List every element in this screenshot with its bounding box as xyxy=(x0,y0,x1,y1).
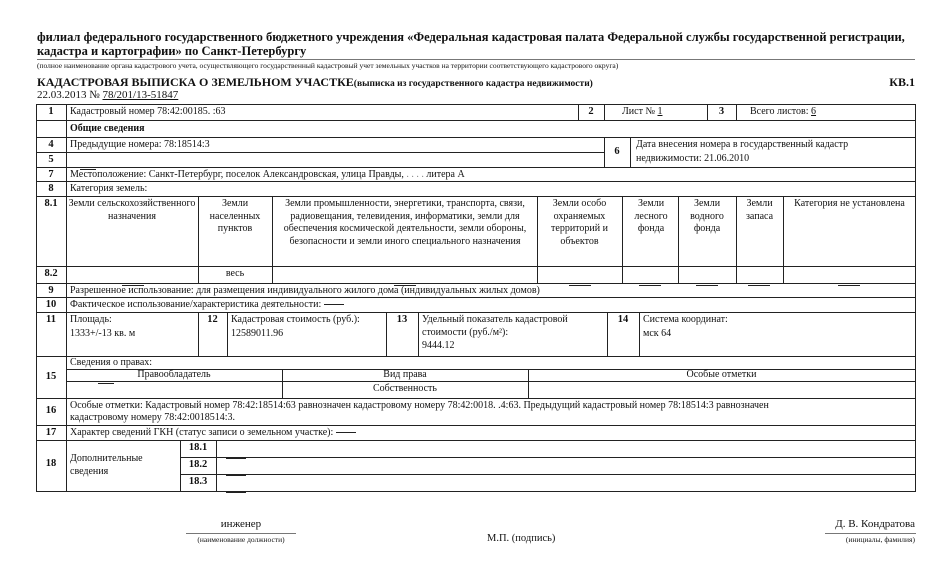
actual-use-label: Фактическое использование/характеристика деятельности: xyxy=(70,299,322,310)
additional-info-line1: Дополнительные xyxy=(70,453,143,464)
sheet-number xyxy=(622,106,662,117)
sheet-value: 1 xyxy=(657,106,663,117)
area-label: Площадь: xyxy=(70,314,112,325)
empty-dash xyxy=(98,374,114,392)
previous-numbers: Предыдущие номера: 78:18514:3 xyxy=(70,139,210,150)
land-category-reserve: Земли запаса xyxy=(745,198,774,222)
empty-dash xyxy=(226,449,246,467)
record-status-label: Характер сведений ГКН (статус записи о земельном участке): xyxy=(70,427,334,438)
coordinate-system-label: Система координат: xyxy=(643,314,728,325)
org-name-line2: кадастра и картографии» по Санкт-Петербургу xyxy=(37,44,307,58)
total-value: 6 xyxy=(811,106,817,117)
row-number: 7 xyxy=(48,169,54,180)
general-info-heading: Общие сведения xyxy=(70,123,145,134)
org-underline xyxy=(37,59,915,60)
empty-dash xyxy=(639,276,661,294)
row-number: 12 xyxy=(207,314,218,325)
row-number: 4 xyxy=(48,139,54,150)
total-sheets xyxy=(750,106,816,117)
coordinate-system-value: мск 64 xyxy=(643,328,672,339)
additional-info-line2: сведения xyxy=(70,466,109,477)
special-notes-line1: Особые отметки: Кадастровый номер 78:42:18514:63 равнозначен кадастровому номеру 78:42:0018. .4:63. Предыдущий кадастровый номер 78:18514:3 равнозначен xyxy=(70,400,769,411)
record-status xyxy=(70,427,356,438)
rights-label: Сведения о правах: xyxy=(70,357,153,368)
specific-value-label-line1: Удельный показатель кадастровой xyxy=(422,314,568,325)
location-letter: литера А xyxy=(426,169,465,180)
row-number: 10 xyxy=(45,299,57,310)
date-number-prefix: 22.03.2013 № xyxy=(37,89,103,101)
row-number: 9 xyxy=(48,285,54,296)
position-caption: (наименование должности) xyxy=(197,535,285,544)
row-number: 18 xyxy=(45,458,57,469)
signer-name: Д. В. Кондратова xyxy=(835,518,915,530)
land-category-protected: Земли особо охраняемых территорий и объектов xyxy=(551,198,608,247)
position-line xyxy=(186,533,296,534)
row-number: 14 xyxy=(617,314,629,325)
row-number: 18.3 xyxy=(188,476,208,487)
land-category-water: Земли водного фонда xyxy=(690,198,724,234)
cadastral-number: Кадастровый номер 78:42:00185. :63 xyxy=(70,106,226,117)
row-number: 11 xyxy=(46,314,56,325)
document-title: КАДАСТРОВАЯ ВЫПИСКА О ЗЕМЕЛЬНОМ УЧАСТКЕ xyxy=(37,75,354,89)
row-number: 13 xyxy=(396,314,408,325)
specific-value-label-line2: стоимости (руб./м²): xyxy=(422,327,509,338)
org-caption: (полное наименование органа кадастрового учета, осуществляющего государственный кадастровый учет земельных участков на территории соответствующего кадастрового округа) xyxy=(37,61,619,70)
row-number: 15 xyxy=(45,371,57,382)
document-subtitle: (выписка из государственного кадастра недвижимости) xyxy=(353,79,593,89)
location-address: Местоположение: Санкт-Петербург, поселок Александровская, улица Правды, xyxy=(70,169,407,180)
row-number: 5 xyxy=(48,154,54,165)
document-date-number xyxy=(37,89,178,101)
document-number: 78/201/13-51847 xyxy=(102,89,179,101)
specific-value: 9444.12 xyxy=(422,340,455,351)
rights-type-value: Собственность xyxy=(373,383,437,394)
actual-use xyxy=(70,299,344,310)
sheet-label: Лист № xyxy=(622,106,658,117)
cadastral-value: 12589011.96 xyxy=(231,328,284,339)
special-notes-line2: кадастровому номеру 78:42:0018514:3. xyxy=(70,412,236,423)
land-category-label: Категория земель: xyxy=(70,183,148,194)
row-number: 16 xyxy=(45,405,57,416)
total-label: Всего листов: xyxy=(750,106,812,117)
row-number: 6 xyxy=(614,146,620,157)
rights-notes-header: Особые отметки xyxy=(686,369,757,380)
location: Местоположение: Санкт-Петербург, поселок Александровская, улица Правды, . . . . литера А xyxy=(70,169,465,180)
permitted-use: Разрешенное использование: для размещения индивидуального жилого дома (индивидуальных жилых домов) xyxy=(70,285,540,296)
row-number: 3 xyxy=(718,106,725,117)
land-category-industrial: Земли промышленности, энергетики, транспорта, связи, радиовещания, телевидения, информатики, земли для обеспечения космической деятельности, земли обороны, безопасности и земли иного специального назначения xyxy=(283,198,527,247)
name-line xyxy=(825,533,916,534)
rights-owner-header: Правообладатель xyxy=(137,369,211,380)
row-number: 1 xyxy=(48,106,54,117)
land-category-forest: Земли лесного фонда xyxy=(634,198,668,234)
row-number: 18.1 xyxy=(188,442,208,453)
row-number: 8.2 xyxy=(44,268,58,279)
empty-dash xyxy=(569,276,591,294)
land-category-settlements: Земли населенных пунктов xyxy=(209,198,261,234)
area-value: 1333+/-13 кв. м xyxy=(70,328,136,339)
form-code: КВ.1 xyxy=(889,75,915,89)
rights-type-header: Вид права xyxy=(383,369,427,380)
row-number: 17 xyxy=(45,427,57,438)
land-category-undefined: Категория не установлена xyxy=(794,198,905,209)
empty-dash xyxy=(696,276,718,294)
settlement-land-value: весь xyxy=(225,268,245,279)
empty-dash xyxy=(226,483,246,501)
land-category-agricultural: Земли сельскохозяйственного назначения xyxy=(68,198,196,222)
cadastral-value-label: Кадастровая стоимость (руб.): xyxy=(231,314,360,325)
empty-dash xyxy=(838,276,860,294)
row-number: 8.1 xyxy=(44,198,58,209)
row-number: 2 xyxy=(588,106,594,117)
row-number: 8 xyxy=(48,183,54,194)
empty-dash xyxy=(748,276,770,294)
signer-position: инженер xyxy=(220,518,262,530)
org-name-line1: филиал федерального государственного бюджетного учреждения «Федеральная кадастровая палата Федеральной службы государственной регистрации, xyxy=(37,30,905,44)
document-title-line xyxy=(37,75,593,90)
name-caption: (инициалы, фамилия) xyxy=(845,535,915,544)
stamp-signature: М.П. (подпись) xyxy=(487,533,556,544)
empty-dash xyxy=(226,466,246,484)
registration-date-line2: недвижимости: 21.06.2010 xyxy=(636,153,750,164)
row-number: 18.2 xyxy=(188,459,208,470)
registration-date-line1: Дата внесения номера в государственный кадастр xyxy=(636,139,849,150)
